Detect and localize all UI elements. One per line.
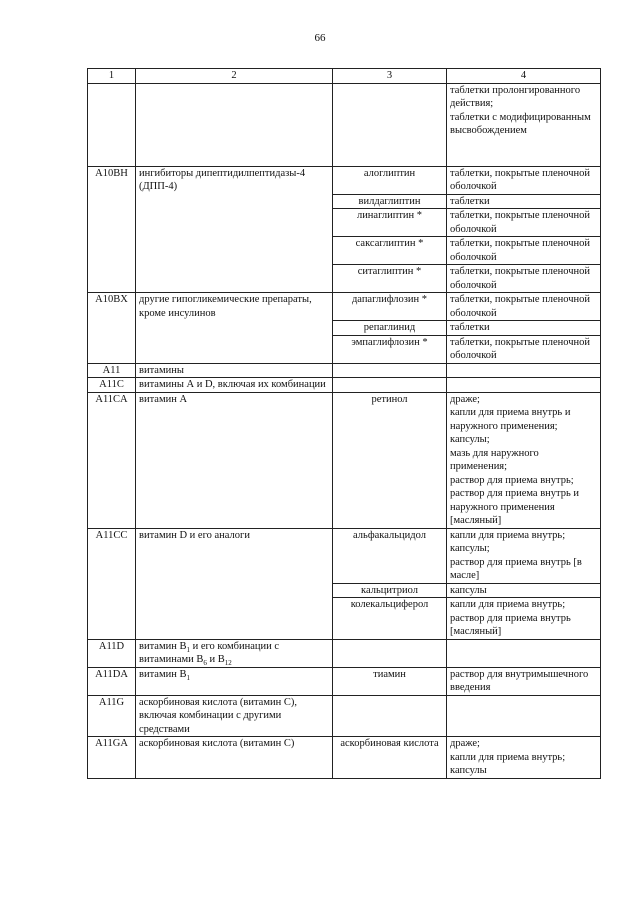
drug-name: кальцитриол <box>333 583 447 598</box>
dosage-form: таблетки, покрытые пленочной оболочкой <box>447 237 601 265</box>
dosage-form: таблетки <box>447 194 601 209</box>
dosage-form: капсулы <box>447 583 601 598</box>
atc-code: A10BX <box>88 293 136 364</box>
atc-code: A11D <box>88 639 136 667</box>
atc-code: A11CC <box>88 528 136 639</box>
dosage-form: таблетки пролонгированного действия; таблетки с модифицированным высвобождением <box>447 83 601 166</box>
atc-code: A11 <box>88 363 136 378</box>
atc-group-name: витамин D и его аналоги <box>136 528 333 639</box>
drug-name: альфакальцидол <box>333 528 447 583</box>
atc-code: A10BH <box>88 166 136 293</box>
atc-group-name: витамин А <box>136 392 333 528</box>
atc-group-name: витамин $B_1$ <box>136 667 333 695</box>
header-col-4: 4 <box>447 69 601 84</box>
atc-group-name: другие гипогликемические препараты, кроме инсулинов <box>136 293 333 364</box>
drug-name: аскорбиновая кислота <box>333 737 447 779</box>
atc-code: A11G <box>88 695 136 737</box>
drug-name: дапаглифлозин * <box>333 293 447 321</box>
atc-group-name: витамины А и D, включая их комбинации <box>136 378 333 393</box>
table-row <box>88 293 601 321</box>
dosage-form: драже; капли для приема внутрь и наружного применения; капсулы; мазь для наружного применения; раствор для приема внутрь; раствор для приема внутрь и наружного применения [масляный] <box>447 392 601 528</box>
header-col-3: 3 <box>333 69 447 84</box>
table-row <box>88 667 601 695</box>
drug-name: колекальциферол <box>333 598 447 640</box>
atc-group-name: витамин $B_1$ и его комбинации с витаминами $B_6$ и $B_{12}$ <box>136 639 333 667</box>
atc-group-name: витамины <box>136 363 333 378</box>
atc-code: A11DA <box>88 667 136 695</box>
table-row <box>88 83 601 166</box>
atc-group-name: ингибиторы дипептидилпептидазы-4 (ДПП-4) <box>136 166 333 293</box>
table-row <box>88 737 601 779</box>
header-col-2: 2 <box>136 69 333 84</box>
table-row <box>88 695 601 737</box>
dosage-form: таблетки, покрытые пленочной оболочкой <box>447 335 601 363</box>
header-col-1: 1 <box>88 69 136 84</box>
table-row <box>88 378 601 393</box>
dosage-form: капли для приема внутрь; раствор для приема внутрь [масляный] <box>447 598 601 640</box>
drug-name: вилдаглиптин <box>333 194 447 209</box>
drug-name: саксаглиптин * <box>333 237 447 265</box>
dosage-form: драже; капли для приема внутрь; капсулы <box>447 737 601 779</box>
page-number: 66 <box>314 32 326 44</box>
atc-code: A11GA <box>88 737 136 779</box>
drug-name: алоглиптин <box>333 166 447 194</box>
drug-name: ретинол <box>333 392 447 528</box>
table-row <box>88 363 601 378</box>
atc-code: A11CA <box>88 392 136 528</box>
dosage-form: капли для приема внутрь; капсулы; раствор для приема внутрь [в масле] <box>447 528 601 583</box>
atc-group-name: аскорбиновая кислота (витамин С), включая комбинации с другими средствами <box>136 695 333 737</box>
table-row <box>88 392 601 528</box>
drug-name: эмпаглифлозин * <box>333 335 447 363</box>
dosage-form: таблетки <box>447 321 601 336</box>
dosage-form: таблетки, покрытые пленочной оболочкой <box>447 265 601 293</box>
dosage-form: раствор для внутримышечного введения <box>447 667 601 695</box>
drug-table <box>87 68 601 779</box>
dosage-form: таблетки, покрытые пленочной оболочкой <box>447 293 601 321</box>
drug-name: тиамин <box>333 667 447 695</box>
atc-group-name: аскорбиновая кислота (витамин С) <box>136 737 333 779</box>
table-row <box>88 639 601 667</box>
atc-code: A11C <box>88 378 136 393</box>
dosage-form: таблетки, покрытые пленочной оболочкой <box>447 166 601 194</box>
table-row <box>88 528 601 583</box>
drug-name: репаглинид <box>333 321 447 336</box>
dosage-form: таблетки, покрытые пленочной оболочкой <box>447 209 601 237</box>
drug-name: ситаглиптин * <box>333 265 447 293</box>
header-row <box>88 69 601 84</box>
table-row <box>88 166 601 194</box>
drug-name: линаглиптин * <box>333 209 447 237</box>
